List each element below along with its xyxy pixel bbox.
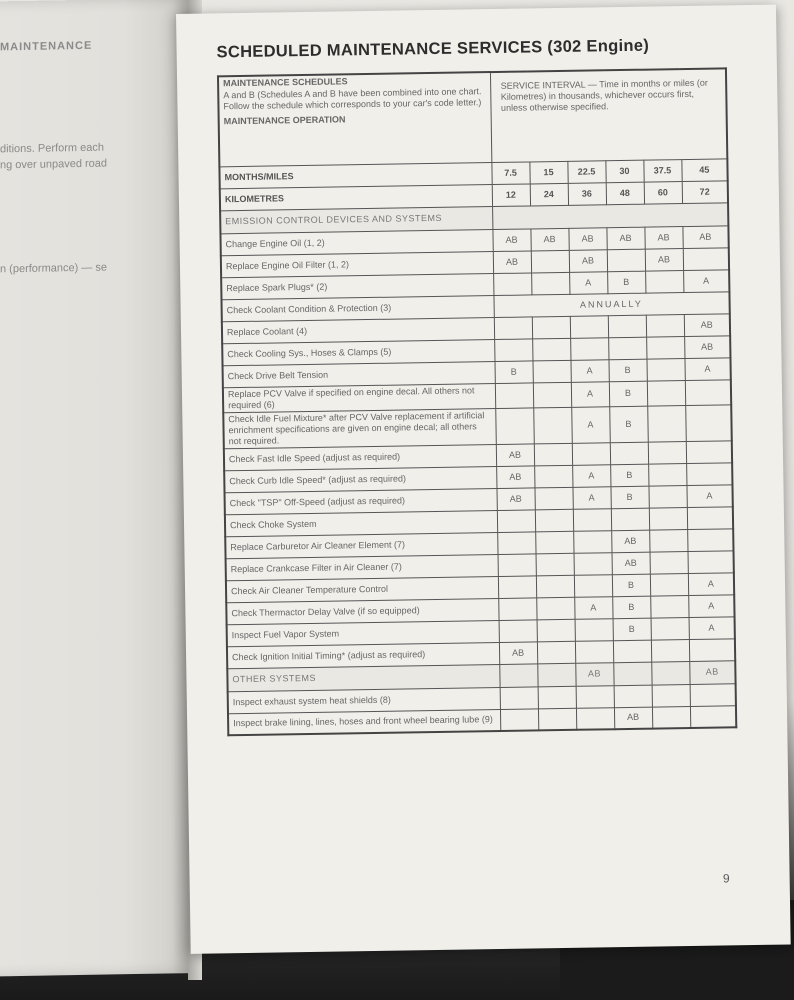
- schedule-cell: [614, 685, 652, 708]
- schedule-cell: [500, 686, 538, 709]
- schedule-cell: B: [612, 596, 650, 619]
- schedule-cell: AB: [611, 530, 649, 553]
- interval-km-cell: 72: [682, 180, 728, 203]
- schedule-cell: A: [689, 616, 735, 639]
- schedule-cell: [534, 465, 572, 488]
- operation-cell: Check Idle Fuel Mixture* after PCV Valve replacement if artificial enrichment specifications are given on engine decal; all others not required.: [223, 408, 496, 448]
- schedule-cell: [535, 509, 573, 532]
- schedule-cell: A: [570, 359, 608, 382]
- schedule-cell: [535, 531, 573, 554]
- operation-cell: Check Thermactor Delay Valve (if so equipped): [226, 598, 498, 624]
- schedule-cell: [651, 661, 689, 685]
- page-title: SCHEDULED MAINTENANCE SERVICES (302 Engine): [216, 36, 650, 62]
- schedule-cell: B: [612, 574, 650, 597]
- schedule-cell: [538, 686, 576, 709]
- schedule-cell: [534, 443, 572, 466]
- interval-miles-cell: 22.5: [567, 160, 605, 183]
- operation-cell: Inspect brake lining, lines, hoses and front wheel bearing lube (9): [228, 709, 500, 735]
- schedule-cell: [690, 683, 736, 706]
- schedule-cell: [533, 382, 571, 408]
- schedule-cell: [495, 382, 533, 408]
- operation-cell: Replace Carburetor Air Cleaner Element (7): [225, 532, 497, 558]
- schedule-cell: AB: [682, 225, 728, 248]
- schedule-cell: [532, 338, 570, 361]
- schedule-cell: [683, 247, 729, 270]
- schedule-cell: [690, 705, 736, 728]
- schedule-cell: B: [610, 486, 648, 509]
- schedule-cell: [576, 707, 614, 730]
- operation-cell: Check "TSP" Off-Speed (adjust as required): [225, 488, 497, 514]
- interval-km-cell: 24: [530, 183, 568, 206]
- schedule-cell: AB: [530, 228, 568, 251]
- interval-km-cell: 60: [644, 181, 682, 204]
- schedule-cell: [532, 316, 570, 339]
- schedule-cell: [494, 316, 532, 339]
- operation-cell: Replace Engine Oil Filter (1, 2): [221, 251, 493, 277]
- interval-miles-cell: 30: [605, 160, 643, 183]
- schedule-cell: AB: [493, 250, 531, 273]
- operation-cell: Inspect Fuel Vapor System: [227, 620, 499, 646]
- schedule-cell: AB: [684, 335, 730, 358]
- schedule-cell: [608, 315, 646, 338]
- schedule-cell: [610, 442, 648, 465]
- schedule-cell: AB: [606, 227, 644, 250]
- schedule-cell: [534, 487, 572, 510]
- schedule-cell: [613, 662, 651, 686]
- page-number: 9: [722, 871, 730, 886]
- operation-cell: Check Curb Idle Speed* (adjust as required): [224, 466, 496, 492]
- operation-header: MAINTENANCE OPERATION: [223, 114, 346, 127]
- interval-km-cell: 48: [606, 182, 644, 205]
- operation-cell: Check Drive Belt Tension: [223, 361, 495, 387]
- operation-cell: Check Choke System: [225, 510, 497, 536]
- schedules-text: A and B (Schedules A and B have been combined into one chart. Follow the schedule which corresponds to your car's code letter.): [223, 86, 482, 112]
- schedule-cell: [689, 638, 735, 661]
- annually-cell: ANNUALLY: [493, 291, 729, 317]
- schedule-cell: [686, 440, 732, 463]
- schedule-cell: A: [684, 357, 730, 380]
- maintenance-table: [217, 67, 737, 736]
- schedule-cell: [686, 462, 732, 485]
- schedule-cell: [685, 379, 731, 405]
- schedule-cell: B: [613, 618, 651, 641]
- schedule-cell: AB: [568, 227, 606, 250]
- schedule-cell: [573, 508, 611, 531]
- schedule-cell: B: [607, 271, 645, 294]
- schedule-cell: [499, 619, 537, 642]
- schedule-cell: [498, 575, 536, 598]
- schedule-cell: AB: [684, 313, 730, 336]
- schedule-cell: [536, 553, 574, 576]
- schedule-cell: [575, 640, 613, 663]
- schedule-cell: A: [569, 271, 607, 294]
- operation-cell: Replace Crankcase Filter in Air Cleaner (7): [226, 554, 498, 580]
- schedule-cell: [646, 336, 684, 359]
- left-page-text-3: n (performance) — se: [0, 261, 107, 276]
- schedule-cell: [533, 407, 572, 444]
- schedule-cell: A: [571, 406, 610, 443]
- schedule-cell: [648, 463, 686, 486]
- table-header-row: [218, 68, 727, 166]
- schedule-cell: [536, 575, 574, 598]
- schedule-cell: [607, 249, 645, 272]
- schedule-cell: [497, 531, 535, 554]
- schedule-cell: [651, 617, 689, 640]
- schedule-cell: [538, 708, 576, 731]
- operation-cell: Check Cooling Sys., Hoses & Clamps (5): [222, 339, 494, 365]
- schedule-cell: [649, 529, 687, 552]
- operation-cell: Replace PCV Valve if specified on engine decal. All others not required (6): [223, 383, 495, 412]
- schedule-cell: AB: [645, 248, 683, 271]
- schedule-cell: [652, 684, 690, 707]
- schedule-cell: B: [608, 359, 646, 382]
- schedule-cell: AB: [499, 641, 537, 664]
- schedule-cell: A: [686, 484, 732, 507]
- schedule-cell: [493, 272, 531, 295]
- schedule-cell: B: [494, 360, 532, 383]
- schedule-cell: [537, 663, 575, 687]
- schedule-cell: [652, 706, 690, 729]
- schedule-cell: [574, 552, 612, 575]
- schedule-cell: [646, 358, 684, 381]
- schedule-cell: [532, 360, 570, 383]
- schedules-header-cell: [218, 72, 491, 166]
- schedule-cell: A: [571, 381, 609, 407]
- operation-cell: Replace Coolant (4): [222, 317, 494, 343]
- operation-cell: Change Engine Oil (1, 2): [220, 229, 492, 255]
- left-page-heading: MAINTENANCE: [0, 39, 93, 54]
- schedule-cell: AB: [496, 487, 534, 510]
- schedule-cell: B: [610, 464, 648, 487]
- schedule-cell: [608, 337, 646, 360]
- schedule-cell: AB: [644, 226, 682, 249]
- operation-cell: Check Coolant Condition & Protection (3): [221, 295, 493, 321]
- schedule-cell: AB: [575, 662, 613, 686]
- schedule-cell: [650, 551, 688, 574]
- schedule-cell: [650, 595, 688, 618]
- operation-cell: Replace Spark Plugs* (2): [221, 273, 493, 299]
- schedule-cell: AB: [612, 552, 650, 575]
- schedule-cell: [611, 508, 649, 531]
- schedule-cell: B: [609, 406, 648, 443]
- interval-miles-cell: 37.5: [643, 159, 681, 182]
- operation-cell: Check Ignition Initial Timing* (adjust as required): [227, 642, 499, 668]
- kilometres-label: KILOMETRES: [220, 184, 492, 210]
- schedule-cell: [574, 574, 612, 597]
- schedule-cell: AB: [492, 228, 530, 251]
- schedule-cell: [537, 619, 575, 642]
- schedule-cell: [650, 573, 688, 596]
- schedule-cell: [647, 380, 685, 406]
- schedule-cell: A: [683, 269, 729, 292]
- schedule-cell: [500, 708, 538, 731]
- schedule-cell: A: [572, 464, 610, 487]
- schedule-cell: AB: [614, 707, 652, 730]
- schedule-cell: [498, 597, 536, 620]
- schedule-cell: [498, 553, 536, 576]
- schedule-cell: [570, 315, 608, 338]
- interval-miles-cell: 45: [681, 158, 727, 181]
- schedule-cell: [648, 441, 686, 464]
- schedule-cell: [499, 663, 537, 687]
- schedule-cell: [537, 641, 575, 664]
- interval-miles-cell: 7.5: [491, 161, 529, 184]
- operation-cell: Check Fast Idle Speed (adjust as required): [224, 444, 496, 470]
- left-page-text-2: ng over unpaved road: [0, 157, 108, 172]
- schedule-cell: [573, 530, 611, 553]
- schedule-cell: [685, 404, 732, 441]
- schedule-cell: [497, 509, 535, 532]
- schedule-cell: [651, 639, 689, 662]
- schedule-cell: AB: [496, 465, 534, 488]
- schedule-cell: [687, 528, 733, 551]
- interval-miles-cell: 15: [529, 161, 567, 184]
- schedule-cell: [613, 640, 651, 663]
- operation-cell: Check Air Cleaner Temperature Control: [226, 576, 498, 602]
- schedule-cell: A: [572, 486, 610, 509]
- schedule-cell: [536, 597, 574, 620]
- schedule-cell: [494, 338, 532, 361]
- schedule-cell: A: [574, 596, 612, 619]
- months-miles-label: MONTHS/MILES: [219, 162, 491, 188]
- interval-km-cell: 36: [568, 182, 606, 205]
- schedule-cell: A: [688, 594, 734, 617]
- section-title: EMISSION CONTROL DEVICES AND SYSTEMS: [220, 206, 492, 233]
- schedule-cell: [576, 685, 614, 708]
- schedule-cell: [687, 506, 733, 529]
- schedule-cell: [646, 314, 684, 337]
- right-page: [176, 5, 791, 954]
- schedule-cell: [575, 618, 613, 641]
- schedule-cell: AB: [569, 249, 607, 272]
- schedule-cell: [649, 507, 687, 530]
- schedules-title: MAINTENANCE SCHEDULES: [223, 76, 348, 89]
- schedule-cell: [645, 270, 683, 293]
- schedule-cell: [570, 337, 608, 360]
- schedule-cell: [495, 407, 534, 444]
- left-page: [0, 0, 190, 977]
- operation-cell: Inspect exhaust system heat shields (8): [228, 687, 500, 713]
- schedule-cell: [647, 405, 686, 442]
- interval-km-cell: 12: [492, 183, 530, 206]
- schedule-cell: AB: [496, 443, 534, 466]
- schedule-cell: [648, 485, 686, 508]
- schedule-cell: B: [609, 381, 647, 407]
- schedule-cell: [572, 442, 610, 465]
- schedule-cell: [687, 550, 733, 573]
- left-page-text-1: ditions. Perform each: [0, 141, 104, 156]
- schedule-cell: A: [688, 572, 734, 595]
- schedule-cell: [531, 250, 569, 273]
- schedule-cell: [531, 272, 569, 295]
- section-title: OTHER SYSTEMS: [227, 664, 499, 691]
- interval-header: SERVICE INTERVAL — Time in months or miles (or Kilometres) in thousands, whichever occurs first, unless otherwise specified.: [490, 68, 727, 162]
- schedule-cell: AB: [689, 660, 735, 684]
